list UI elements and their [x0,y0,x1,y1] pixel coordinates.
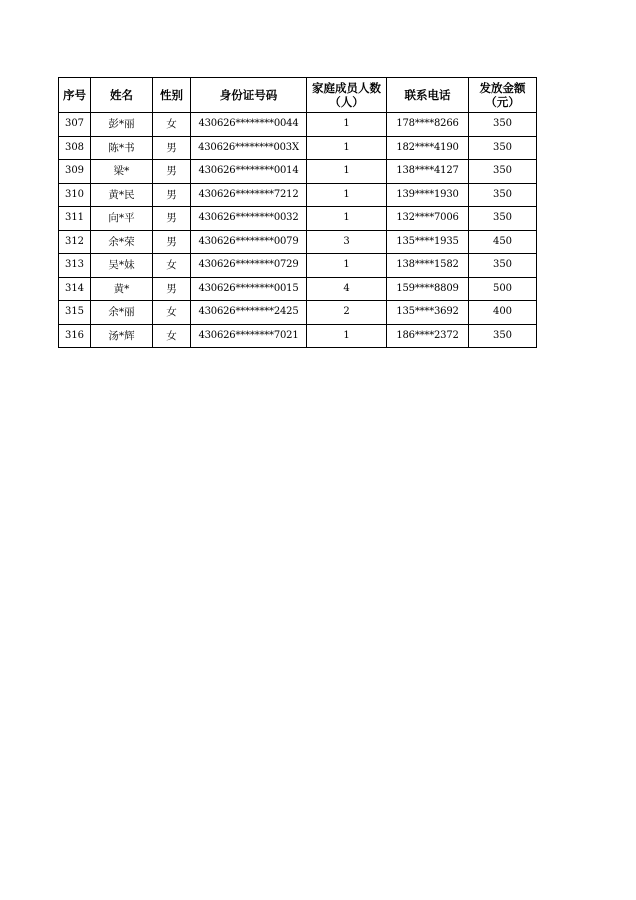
cell-phone: 135****1935 [387,230,469,254]
cell-name: 汤*辉 [91,324,153,348]
header-name: 姓名 [91,78,153,113]
cell-gender: 女 [153,324,191,348]
cell-id-number: 430626********2425 [191,301,307,325]
table-row [59,207,537,231]
header-amount: 发放金额（元） [469,78,537,113]
cell-amount: 350 [469,113,537,137]
cell-amount: 350 [469,136,537,160]
cell-id-number: 430626********003X [191,136,307,160]
table-row [59,254,537,278]
cell-family-members: 1 [307,160,387,184]
cell-name: 陈*书 [91,136,153,160]
cell-gender: 男 [153,160,191,184]
cell-family-members: 1 [307,183,387,207]
cell-index: 311 [59,207,91,231]
cell-amount: 350 [469,324,537,348]
cell-phone: 178****8266 [387,113,469,137]
cell-family-members: 2 [307,301,387,325]
cell-phone: 132****7006 [387,207,469,231]
cell-gender: 男 [153,277,191,301]
header-family-members: 家庭成员人数（人） [307,78,387,113]
cell-name: 梁* [91,160,153,184]
cell-id-number: 430626********0079 [191,230,307,254]
table-row [59,160,537,184]
cell-id-number: 430626********7212 [191,183,307,207]
cell-family-members: 1 [307,136,387,160]
cell-index: 312 [59,230,91,254]
header-index: 序号 [59,78,91,113]
cell-phone: 138****4127 [387,160,469,184]
cell-name: 黄*民 [91,183,153,207]
cell-gender: 女 [153,113,191,137]
cell-index: 310 [59,183,91,207]
cell-index: 314 [59,277,91,301]
cell-family-members: 1 [307,254,387,278]
cell-index: 308 [59,136,91,160]
cell-id-number: 430626********0032 [191,207,307,231]
subsidy-table [58,77,537,348]
cell-index: 315 [59,301,91,325]
cell-amount: 350 [469,183,537,207]
cell-phone: 135****3692 [387,301,469,325]
cell-name: 余*丽 [91,301,153,325]
cell-index: 309 [59,160,91,184]
cell-amount: 350 [469,254,537,278]
cell-index: 316 [59,324,91,348]
spreadsheet-page [58,77,537,348]
table-row [59,183,537,207]
cell-name: 吴*妹 [91,254,153,278]
cell-gender: 男 [153,183,191,207]
cell-id-number: 430626********0014 [191,160,307,184]
cell-phone: 139****1930 [387,183,469,207]
cell-name: 余*荣 [91,230,153,254]
cell-amount: 400 [469,301,537,325]
cell-phone: 182****4190 [387,136,469,160]
cell-id-number: 430626********0729 [191,254,307,278]
cell-index: 307 [59,113,91,137]
cell-name: 黄* [91,277,153,301]
cell-amount: 450 [469,230,537,254]
table-row [59,230,537,254]
cell-id-number: 430626********7021 [191,324,307,348]
table-row [59,113,537,137]
cell-family-members: 4 [307,277,387,301]
header-id-number: 身份证号码 [191,78,307,113]
cell-family-members: 1 [307,113,387,137]
header-phone: 联系电话 [387,78,469,113]
table-body [59,113,537,348]
table-row [59,301,537,325]
cell-gender: 男 [153,207,191,231]
cell-index: 313 [59,254,91,278]
cell-amount: 350 [469,207,537,231]
cell-name: 向*平 [91,207,153,231]
cell-family-members: 1 [307,207,387,231]
table-row [59,277,537,301]
cell-gender: 女 [153,254,191,278]
cell-id-number: 430626********0015 [191,277,307,301]
cell-family-members: 3 [307,230,387,254]
cell-id-number: 430626********0044 [191,113,307,137]
cell-gender: 男 [153,136,191,160]
header-row [59,78,537,113]
cell-phone: 186****2372 [387,324,469,348]
cell-gender: 女 [153,301,191,325]
header-gender: 性别 [153,78,191,113]
cell-amount: 500 [469,277,537,301]
cell-name: 彭*丽 [91,113,153,137]
cell-phone: 138****1582 [387,254,469,278]
cell-gender: 男 [153,230,191,254]
cell-family-members: 1 [307,324,387,348]
cell-amount: 350 [469,160,537,184]
table-row [59,136,537,160]
cell-phone: 159****8809 [387,277,469,301]
table-row [59,324,537,348]
